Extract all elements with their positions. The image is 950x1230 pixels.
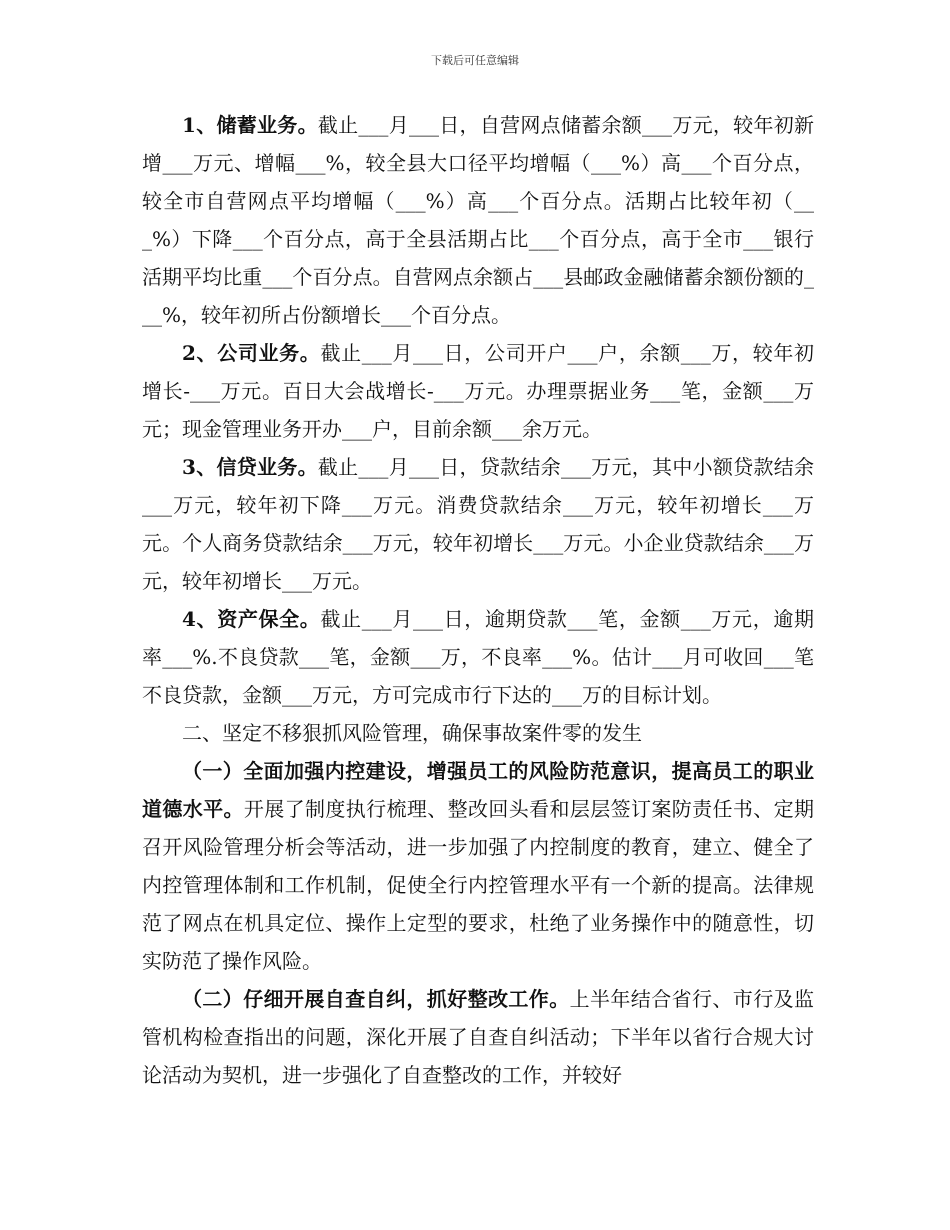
- subsection-text: 开展了制度执行梳理、整改回头看和层层签订案防责任书、定期召开风险管理分析会等活动，进一步加强了内控制度的教育，建立、健全了内控管理体制和工作机制，促使全行内控管理水平有一个新的提高。法律规范了网点在机具定位、操作上定型的要求，杜绝了业务操作中的随意性，切实防范了操作风险。: [142, 797, 814, 973]
- page-header: 下载后可任意编辑: [431, 54, 519, 67]
- paragraph-lead: 2、公司业务。: [182, 341, 321, 365]
- paragraph-text: 截止___月___日，逾期贷款___笔，金额___万元，逾期率___%.不良贷款___笔，金额___万，不良率___%。估计___月可收回___笔不良贷款，金额___万元，方可完成市行下达的___万的目标计划。: [142, 607, 814, 707]
- subsection-lead: （二）仔细开展自查自纠，抓好整改工作。: [182, 987, 570, 1011]
- paragraph-asset-preservation: [142, 600, 814, 714]
- paragraph-credit: [142, 448, 814, 600]
- document-body: [142, 106, 814, 1094]
- paragraph-savings: [142, 106, 814, 334]
- paragraph-lead: 3、信贷业务。: [182, 455, 318, 479]
- paragraph-text: 截止___月___日，自营网点储蓄余额___万元，较年初新增___万元、增幅___%，较全县大口径平均增幅（___%）高___个百分点，较全市自营网点平均增幅（___%）高___个百分点。活期占比较年初（___%）下降___个百分点，高于全县活期占比___个百分点，高于全市___银行活期平均比重___个百分点。自营网点余额占___县邮政金融储蓄余额份额的___%，较年初所占份额增长___个百分点。: [142, 113, 815, 327]
- subsection-internal-control: [142, 752, 814, 980]
- paragraph-lead: 1、储蓄业务。: [182, 113, 318, 137]
- subsection-self-inspection: [142, 980, 814, 1094]
- paragraph-lead: 4、资产保全。: [182, 607, 321, 631]
- paragraph-text: 截止___月___日，公司开户___户，余额___万，较年初增长-___万元。百日大会战增长-___万元。办理票据业务___笔，金额___万元；现金管理业务开办___户，目前余额___余万元。: [142, 341, 814, 441]
- paragraph-text: 截止___月___日，贷款结余___万元，其中小额贷款结余___万元，较年初下降___万元。消费贷款结余___万元，较年初增长___万元。个人商务贷款结余___万元，较年初增长___万元。小企业贷款结余___万元，较年初增长___万元。: [142, 455, 815, 593]
- subsection-text: 上半年结合省行、市行及监管机构检查指出的问题，深化开展了自查自纠活动；下半年以省行合规大讨论活动为契机，进一步强化了自查整改的工作，并较好: [142, 987, 815, 1087]
- section-heading: 二、坚定不移狠抓风险管理，确保事故案件零的发生: [182, 721, 642, 745]
- paragraph-corporate: [142, 334, 814, 448]
- subsection-lead: （一）全面加强内控建设，增强员工的风险防范意识，提高员工的职业道德水平。: [142, 759, 814, 821]
